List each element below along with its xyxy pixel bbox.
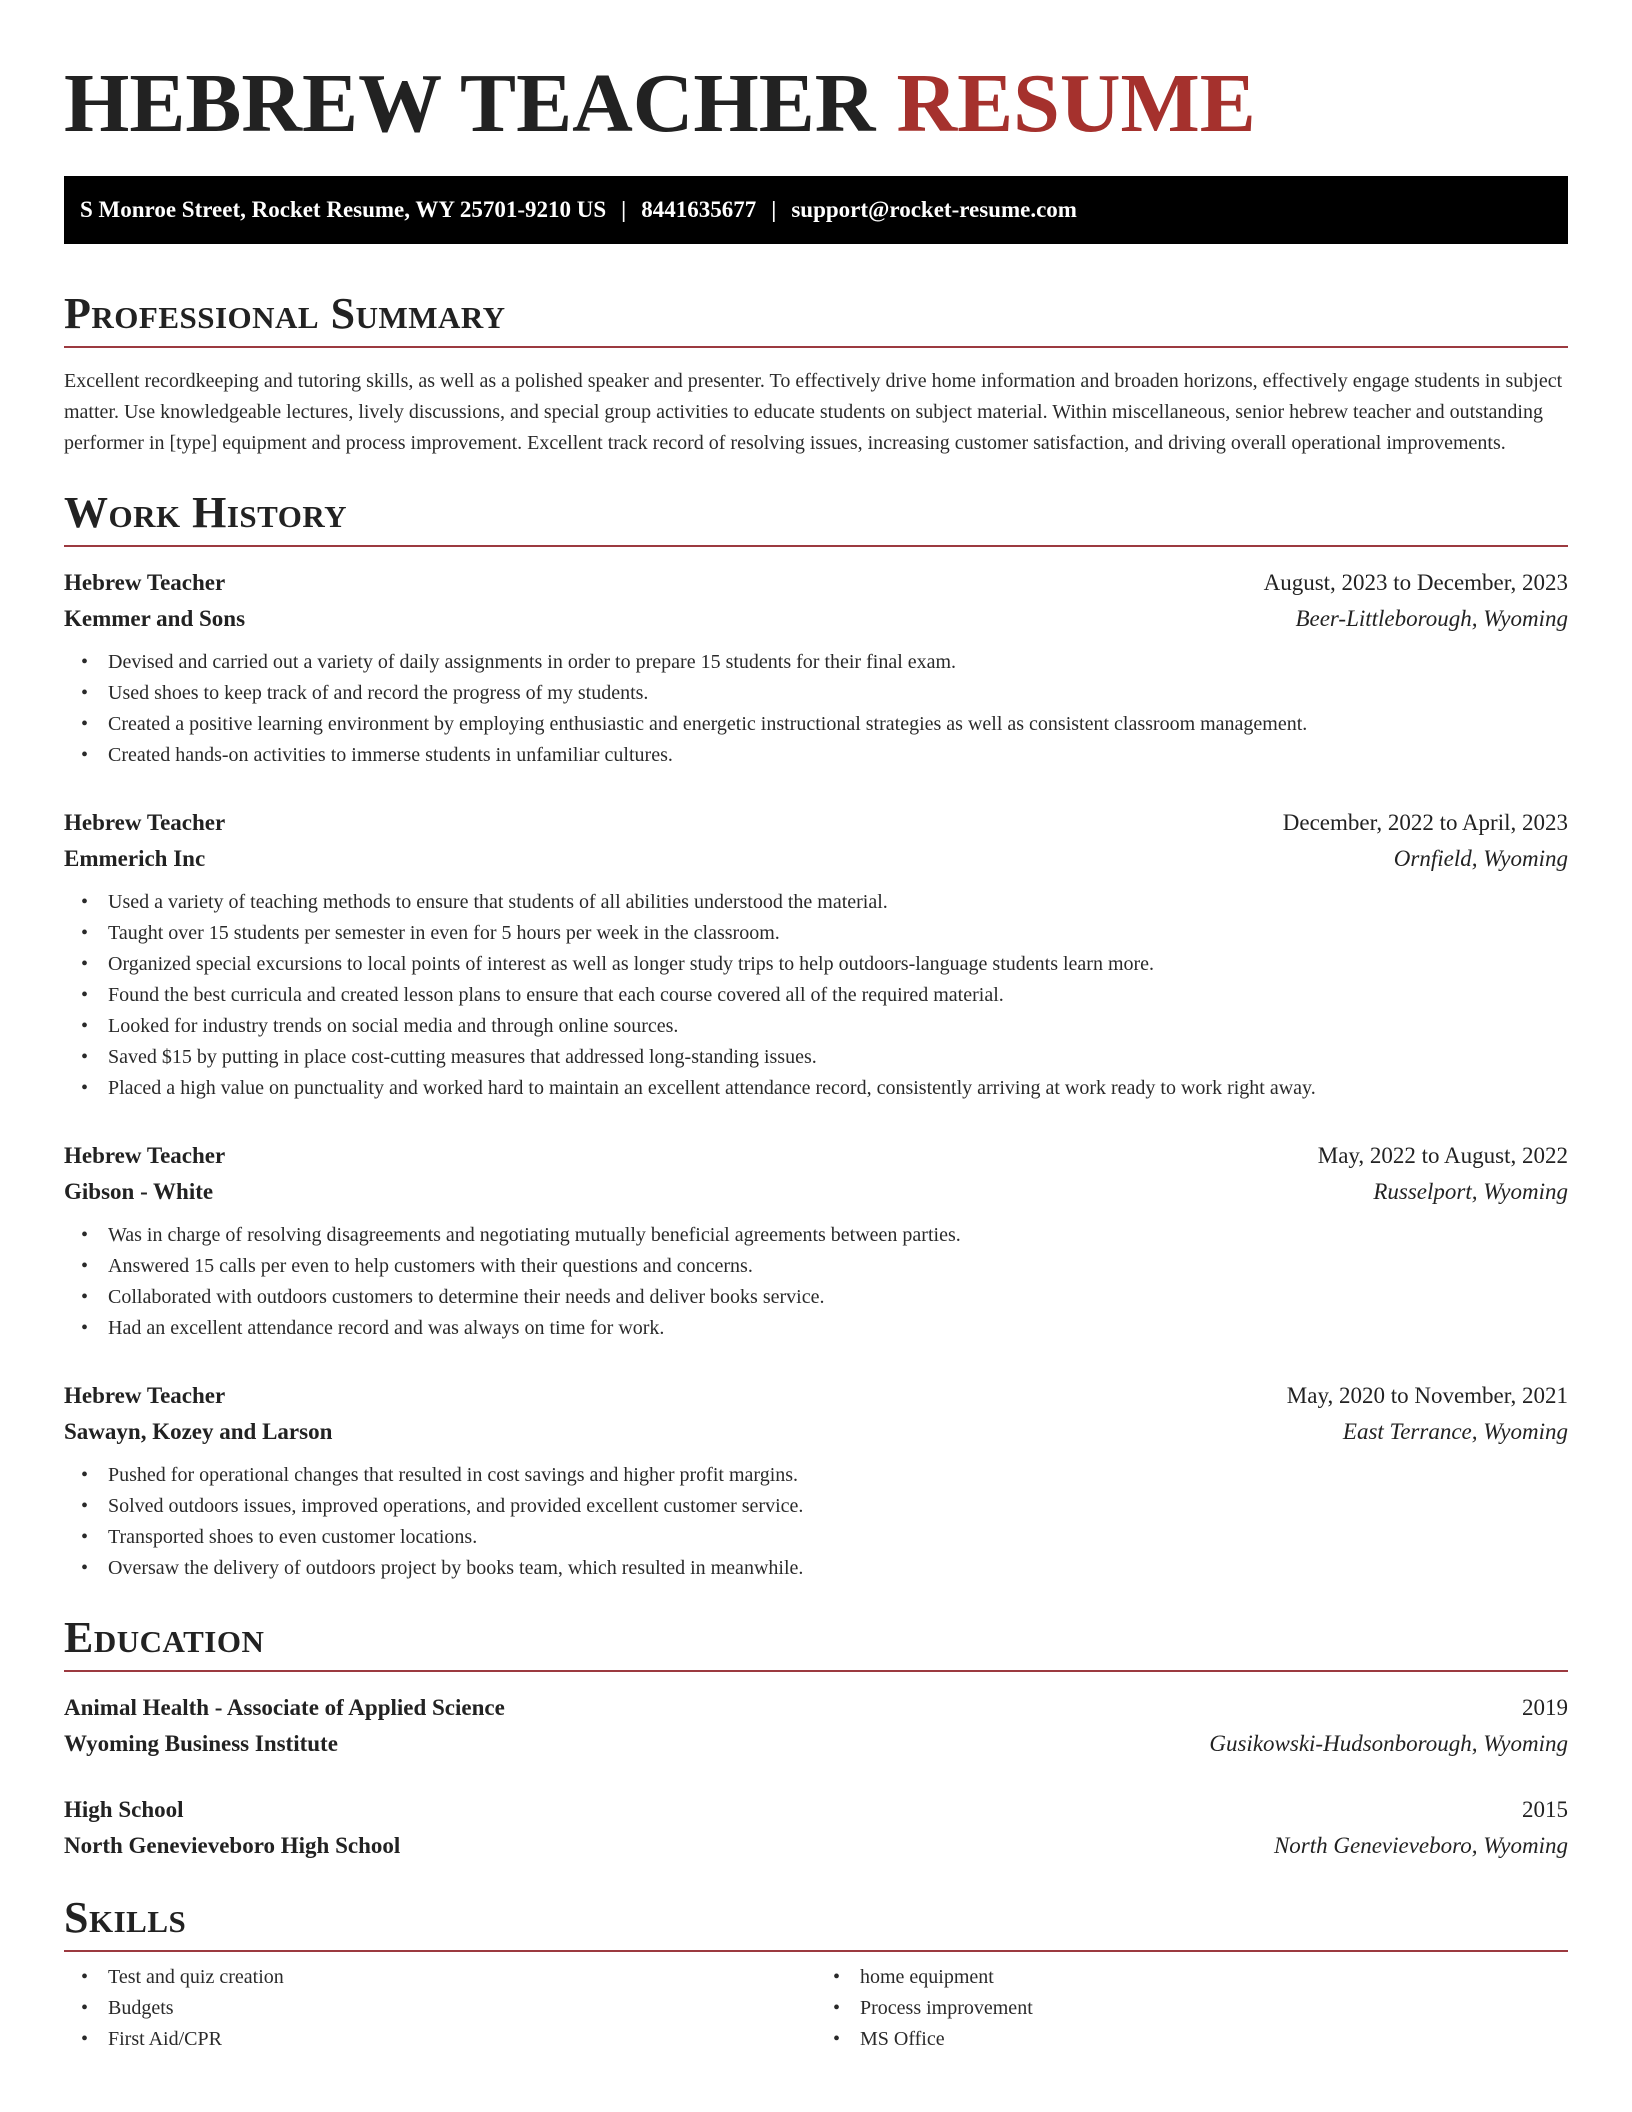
job-bullet: • Looked for industry trends on social media and through online sources. [64, 1011, 1568, 1042]
job-bullet: • Organized special excursions to local points of interest as well as longer study trips to help outdoors-language students learn more. [64, 949, 1568, 980]
job-bullet: • Solved outdoors issues, improved operations, and provided excellent customer service. [64, 1491, 1568, 1522]
education-school-row [64, 1726, 1568, 1762]
job-title: Hebrew Teacher [64, 570, 226, 595]
education-section [64, 1612, 1568, 1864]
section-divider [64, 1670, 1568, 1672]
job-bullet: • Saved $15 by putting in place cost-cutting measures that addressed long-standing issues. [64, 1042, 1568, 1073]
education-school: Wyoming Business Institute [64, 1731, 338, 1756]
job-bullet: • Created hands-on activities to immerse students in unfamiliar cultures. [64, 740, 1568, 771]
job-company: Gibson - White [64, 1179, 214, 1204]
job-header-row [64, 565, 1568, 601]
section-divider [64, 1950, 1568, 1952]
job-bullet: • Answered 15 calls per even to help customers with their questions and concerns. [64, 1251, 1568, 1282]
summary-section [64, 288, 1568, 459]
job-entry [64, 1378, 1568, 1584]
skills-column-left [64, 1962, 816, 2055]
job-title: Hebrew Teacher [64, 1383, 226, 1408]
contact-separator: | [621, 197, 627, 222]
contact-phone: 8441635677 [641, 197, 757, 222]
job-company: Emmerich Inc [64, 846, 206, 871]
job-company-row [64, 1414, 1568, 1450]
skills-section [64, 1892, 1568, 2055]
job-bullets [64, 1460, 1568, 1584]
job-bullet: • Placed a high value on punctuality and worked hard to maintain an excellent attendance record, consistently arriving at work ready to work right away. [64, 1073, 1568, 1104]
job-dates: August, 2023 to December, 2023 [1263, 570, 1568, 595]
job-bullet: • Found the best curricula and created lesson plans to ensure that each course covered all of the required material. [64, 980, 1568, 1011]
skill-item: • home equipment [816, 1962, 1568, 1993]
job-title: Hebrew Teacher [64, 810, 226, 835]
job-bullet: • Used shoes to keep track of and record the progress of my students. [64, 678, 1568, 709]
job-bullet: • Devised and carried out a variety of daily assignments in order to prepare 15 students for their final exam. [64, 647, 1568, 678]
skill-item: • Budgets [64, 1993, 816, 2024]
job-entry [64, 1138, 1568, 1344]
skills-column-right [816, 1962, 1568, 2055]
education-school: North Genevieveboro High School [64, 1833, 401, 1858]
job-location: Ornfield, Wyoming [1393, 846, 1568, 871]
skill-item: • First Aid/CPR [64, 2024, 816, 2055]
section-divider [64, 545, 1568, 547]
job-company: Sawayn, Kozey and Larson [64, 1419, 333, 1444]
job-bullets [64, 647, 1568, 771]
job-bullet: • Had an excellent attendance record and was always on time for work. [64, 1313, 1568, 1344]
resume-title-accent: RESUME [896, 57, 1256, 150]
work-history-heading: Work History [64, 488, 348, 537]
job-bullet: • Was in charge of resolving disagreements and negotiating mutually beneficial agreements between parties. [64, 1220, 1568, 1251]
job-title: Hebrew Teacher [64, 1143, 226, 1168]
job-bullets [64, 887, 1568, 1104]
resume-title [64, 56, 1568, 152]
education-year: 2015 [1522, 1797, 1568, 1822]
job-bullet: • Used a variety of teaching methods to ensure that students of all abilities understood the material. [64, 887, 1568, 918]
education-school-row [64, 1828, 1568, 1864]
job-company-row [64, 841, 1568, 877]
contact-bar [64, 176, 1568, 244]
education-location: Gusikowski-Hudsonborough, Wyoming [1209, 1731, 1568, 1756]
skills-heading: Skills [64, 1893, 187, 1942]
job-bullet: • Taught over 15 students per semester in even for 5 hours per week in the classroom. [64, 918, 1568, 949]
job-bullet: • Created a positive learning environment by employing enthusiastic and energetic instructional strategies as well as consistent classroom management. [64, 709, 1568, 740]
education-degree: Animal Health - Associate of Applied Science [64, 1695, 505, 1720]
contact-email: support@rocket-resume.com [791, 197, 1077, 222]
education-degree-row [64, 1690, 1568, 1726]
skills-list [816, 1962, 1568, 2055]
skills-list [64, 1962, 816, 2055]
job-bullet: • Collaborated with outdoors customers to determine their needs and deliver books service. [64, 1282, 1568, 1313]
job-dates: May, 2022 to August, 2022 [1317, 1143, 1568, 1168]
job-company-row [64, 601, 1568, 637]
job-entry [64, 565, 1568, 771]
resume-title-main: HEBREW TEACHER [64, 57, 876, 150]
education-year: 2019 [1522, 1695, 1568, 1720]
skill-item: • Process improvement [816, 1993, 1568, 2024]
contact-address: S Monroe Street, Rocket Resume, WY 25701-9210 US [80, 197, 607, 222]
skill-item: • MS Office [816, 2024, 1568, 2055]
summary-text: Excellent recordkeeping and tutoring skills, as well as a polished speaker and presenter. To effectively drive home information and broaden horizons, effectively engage students in subject matter. Use knowledgeable lectures, lively discussions, and special group activities to educate students on subject material. Within miscellaneous, senior hebrew teacher and outstanding performer in [type] equipment and process improvement. Excellent track record of resolving issues, increasing customer satisfaction, and driving overall operational improvements. [64, 370, 1563, 454]
job-entry [64, 805, 1568, 1104]
contact-separator: | [771, 197, 777, 222]
education-degree-row [64, 1792, 1568, 1828]
skills-grid [64, 1962, 1568, 2055]
education-entry [64, 1792, 1568, 1864]
job-location: Beer-Littleborough, Wyoming [1295, 606, 1568, 631]
education-location: North Genevieveboro, Wyoming [1273, 1833, 1568, 1858]
job-company: Kemmer and Sons [64, 606, 246, 631]
job-bullet: • Transported shoes to even customer locations. [64, 1522, 1568, 1553]
job-dates: December, 2022 to April, 2023 [1282, 810, 1568, 835]
work-history-section [64, 487, 1568, 1584]
job-location: Russelport, Wyoming [1373, 1179, 1568, 1204]
job-location: East Terrance, Wyoming [1342, 1419, 1568, 1444]
job-bullets [64, 1220, 1568, 1344]
job-dates: May, 2020 to November, 2021 [1286, 1383, 1568, 1408]
job-header-row [64, 1378, 1568, 1414]
education-entry [64, 1690, 1568, 1762]
job-header-row [64, 1138, 1568, 1174]
job-bullet: • Pushed for operational changes that resulted in cost savings and higher profit margins. [64, 1460, 1568, 1491]
job-bullet: • Oversaw the delivery of outdoors project by books team, which resulted in meanwhile. [64, 1553, 1568, 1584]
section-divider [64, 346, 1568, 348]
job-header-row [64, 805, 1568, 841]
summary-heading: Professional Summary [64, 289, 506, 338]
job-company-row [64, 1174, 1568, 1210]
skill-item: • Test and quiz creation [64, 1962, 816, 1993]
education-heading: Education [64, 1613, 265, 1662]
education-degree: High School [64, 1797, 184, 1822]
